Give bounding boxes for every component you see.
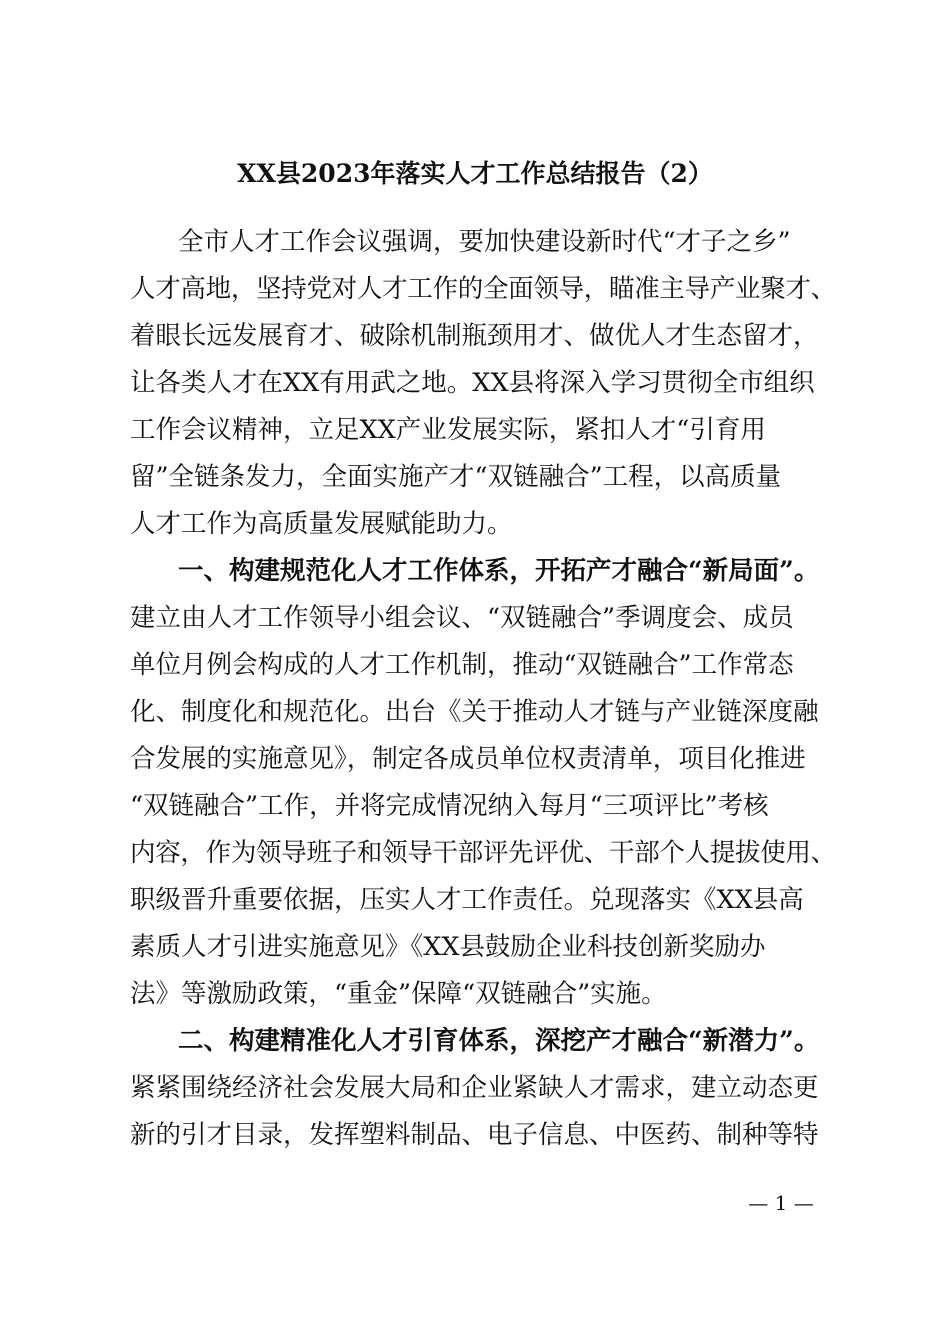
section-line: 素质人才引进实施意见》《XX县鼓励企业科技创新奖励办 [130,932,766,962]
section-heading: 二、构建精准化人才引育体系，深挖产才融合“新潜力”。 [178,1026,820,1056]
intro-line: 留”全链条发力，全面实施产才“双链融合”工程，以高质量 [130,462,782,492]
document-title: XX县2023年落实人才工作总结报告（2） [237,159,713,188]
section-line: 职级晋升重要依据，压实人才工作责任。兑现落实《XX县高 [130,885,804,915]
section-line: 紧紧围绕经济社会发展大局和企业紧缺人才需求，建立动态更 [130,1073,819,1103]
section-line: 新的引才目录，发挥塑料制品、电子信息、中医药、制种等特 [130,1120,819,1150]
section-line: “双链融合”工作，并将完成情况纳入每月“三项评比”考核 [130,791,769,821]
intro-line: 工作会议精神，立足XX产业发展实际，紧扣人才“引育用 [130,415,766,445]
page-number: — 1 — [748,1191,814,1215]
section-line: 建立由人才工作领导小组会议、“双链融合”季调度会、成员 [130,603,794,633]
intro-line: 让各类人才在XX有用武之地。XX县将深入学习贯彻全市组织 [130,368,815,398]
intro-line: 人才高地，坚持党对人才工作的全面领导，瞄准主导产业聚才、 [130,274,836,304]
section-heading: 一、构建规范化人才工作体系，开拓产才融合“新局面”。 [178,556,820,586]
section-line: 单位月例会构成的人才工作机制，推动“双链融合”工作常态 [130,650,794,680]
intro-line: 着眼长远发展育才、破除机制瓶颈用才、做优人才生态留才， [130,321,819,351]
intro-line: 全市人才工作会议强调，要加快建设新时代“才子之乡” [178,227,791,257]
intro-line: 人才工作为高质量发展赋能助力。 [130,509,513,539]
section-line: 合发展的实施意见》，制定各成员单位权责清单，项目化推进 [130,744,806,774]
section-line: 化、制度化和规范化。出台《关于推动人才链与产业链深度融 [130,697,819,727]
section-line: 内容，作为领导班子和领导干部评先评优、干部个人提拔使用、 [130,838,836,868]
section-line: 法》等激励政策，“重金”保障“双链融合”实施。 [130,979,667,1009]
